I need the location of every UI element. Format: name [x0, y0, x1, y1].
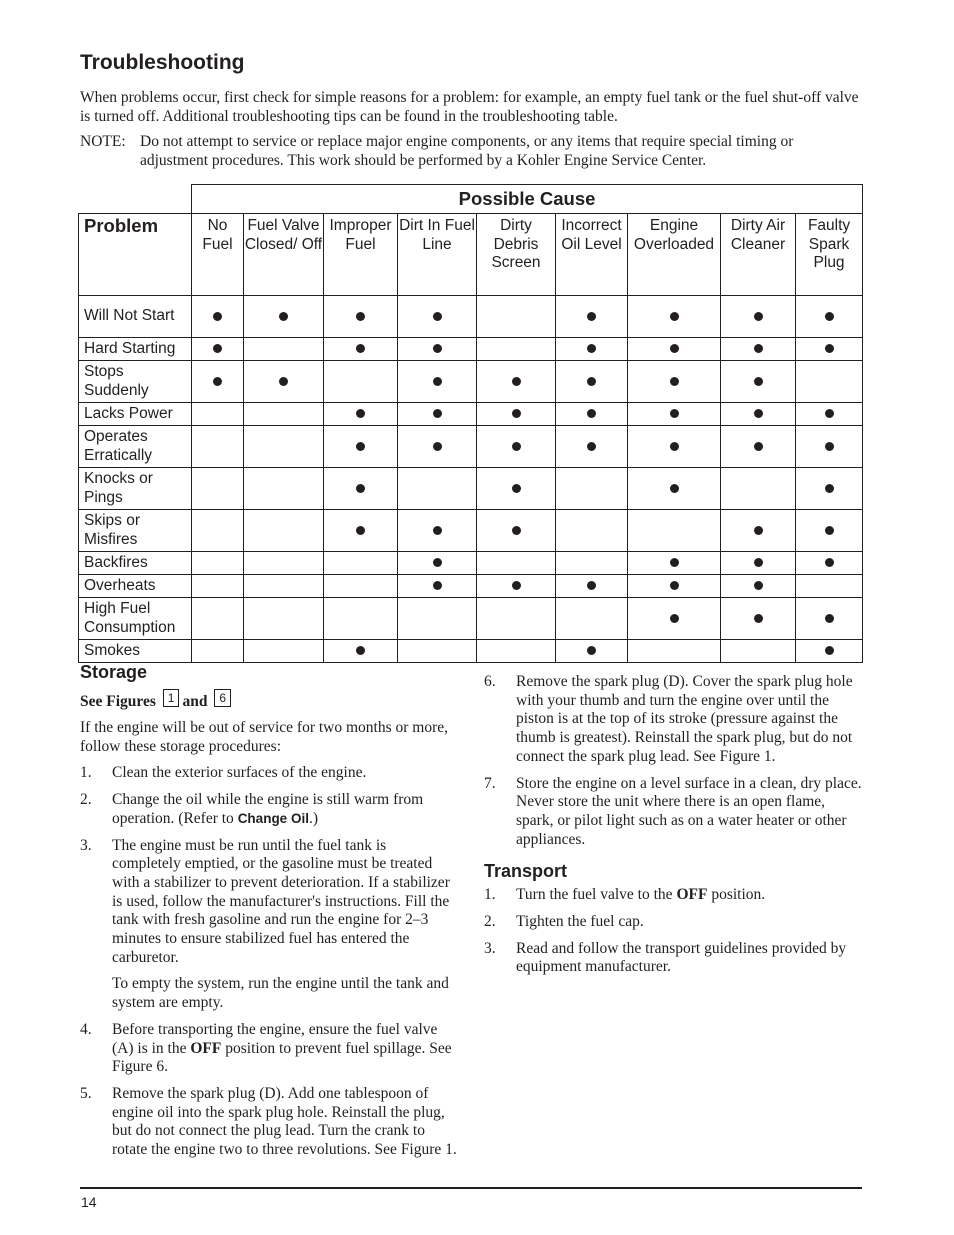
cause-cell [244, 296, 324, 338]
step-text: Remove the spark plug (D). Cover the spark plug hole with your thumb and turn the engine over until the piston is at the top of its stroke (pressure against the thumb is greatest). Reinstall the spark plug, but do not connect the spark plug lead. See Figure 1. [516, 673, 853, 765]
cause-cell [796, 403, 863, 426]
table-row [79, 640, 863, 663]
cause-cell [556, 598, 628, 640]
cause-cell [324, 426, 398, 468]
cause-cell [556, 361, 628, 403]
step-number: 7. [484, 774, 496, 792]
cause-cell [398, 510, 477, 552]
step-number: 6. [484, 673, 496, 690]
bullet-mark-icon [825, 442, 834, 451]
bullet-mark-icon [754, 409, 763, 418]
cause-cell [192, 575, 244, 598]
step-text: position to prevent fuel spillage. See Figure 6. [112, 1039, 452, 1076]
troubleshooting-table [78, 184, 863, 663]
bullet-mark-icon [433, 312, 442, 321]
list-item [484, 886, 862, 905]
list-item [484, 673, 862, 767]
cause-cell [477, 338, 556, 361]
list-item [80, 791, 458, 828]
cause-cell [398, 426, 477, 468]
step-number: 3. [484, 939, 496, 957]
bullet-mark-icon [356, 484, 365, 493]
bullet-mark-icon [670, 442, 679, 451]
see-figures [80, 689, 458, 711]
step-subtext: To empty the system, run the engine until the tank and system are empty. [112, 975, 449, 1012]
cause-cell [556, 426, 628, 468]
step-number: 1. [80, 764, 92, 782]
cause-cell [244, 575, 324, 598]
cause-cell [192, 510, 244, 552]
list-item [484, 913, 862, 932]
cause-cell [324, 552, 398, 575]
cause-cell [556, 552, 628, 575]
step-text: Change the oil while the engine is still warm from operation. (Refer to [112, 791, 424, 827]
bullet-mark-icon [512, 409, 521, 418]
cause-cell [556, 296, 628, 338]
problem-cell: Operates Erratically [79, 426, 192, 468]
bullet-mark-icon [587, 344, 596, 353]
step-text: position. [707, 886, 766, 904]
cause-cell [244, 640, 324, 663]
cause-cell [556, 403, 628, 426]
cause-cell [477, 403, 556, 426]
table-corner [79, 185, 192, 214]
cause-cell [192, 598, 244, 640]
cause-cell [398, 403, 477, 426]
bullet-mark-icon [670, 344, 679, 353]
cause-cell [192, 468, 244, 510]
step-text: Remove the spark plug (D). Add one tablespoon of engine oil into the spark plug hole. Reinstall the plug, but do not connect the plug lead. Turn the crank to rotate the engine two to three revolutions. See Figure 1. [112, 1084, 457, 1159]
problem-cell: Lacks Power [79, 403, 192, 426]
bullet-mark-icon [825, 409, 834, 418]
bullet-mark-icon [512, 581, 521, 590]
cause-cell [796, 598, 863, 640]
cause-cell [796, 338, 863, 361]
bullet-mark-icon [754, 442, 763, 451]
footer-rule [80, 1187, 862, 1189]
cause-cell [324, 468, 398, 510]
cause-cell [721, 510, 796, 552]
bullet-mark-icon [754, 526, 763, 535]
bullet-mark-icon [825, 312, 834, 321]
bullet-mark-icon [587, 377, 596, 386]
bullet-mark-icon [754, 614, 763, 623]
cause-cell [796, 510, 863, 552]
cause-cell [324, 361, 398, 403]
bullet-mark-icon [825, 526, 834, 535]
cause-cell [796, 552, 863, 575]
cause-cell [398, 338, 477, 361]
step-text: Before transporting the engine, ensure the fuel valve (A) is in the [112, 1020, 438, 1057]
bullet-mark-icon [754, 581, 763, 590]
intro-paragraph: When problems occur, first check for simple reasons for a problem: for example, an empty fuel tank or the fuel shut-off valve is turned off. Additional troubleshooting tips can be found in the troubleshooting table. [80, 89, 859, 125]
cause-cell [477, 575, 556, 598]
problem-cell: Overheats [79, 575, 192, 598]
cause-cell [721, 552, 796, 575]
cause-header: Improper Fuel [324, 214, 398, 296]
bullet-mark-icon [587, 312, 596, 321]
cause-cell [477, 510, 556, 552]
cause-cell [628, 510, 721, 552]
cause-cell [398, 552, 477, 575]
cause-cell [324, 575, 398, 598]
transport-steps [484, 886, 862, 977]
cause-header: Fuel Valve Closed/ Off [244, 214, 324, 296]
bullet-mark-icon [279, 377, 288, 386]
bullet-mark-icon [512, 442, 521, 451]
bullet-mark-icon [433, 442, 442, 451]
cause-cell [398, 296, 477, 338]
bullet-mark-icon [825, 646, 834, 655]
bullet-mark-icon [587, 581, 596, 590]
note [80, 133, 860, 170]
cause-cell [628, 575, 721, 598]
storage-heading: Storage [80, 662, 148, 682]
cause-cell [244, 510, 324, 552]
cause-cell [324, 338, 398, 361]
bullet-mark-icon [670, 581, 679, 590]
table-row [79, 338, 863, 361]
cause-header: No Fuel [192, 214, 244, 296]
cause-cell [721, 598, 796, 640]
cause-cell [244, 338, 324, 361]
cause-cell [721, 338, 796, 361]
step-text: .) [308, 809, 318, 827]
step-text: Turn the fuel valve to the [516, 886, 677, 904]
bullet-mark-icon [670, 377, 679, 386]
list-item [80, 1021, 458, 1077]
cause-cell [628, 361, 721, 403]
cause-cell [628, 552, 721, 575]
list-item [80, 837, 458, 1013]
step-number: 2. [80, 791, 92, 809]
bullet-mark-icon [512, 526, 521, 535]
bullet-mark-icon [356, 442, 365, 451]
cause-cell [192, 338, 244, 361]
cause-cell [477, 640, 556, 663]
cause-cell [398, 598, 477, 640]
cause-cell [244, 403, 324, 426]
problem-cell: Smokes [79, 640, 192, 663]
bullet-mark-icon [587, 442, 596, 451]
table-row [79, 510, 863, 552]
step-number: 3. [80, 836, 92, 854]
cause-cell [796, 468, 863, 510]
problem-cell: Hard Starting [79, 338, 192, 361]
cause-cell [398, 468, 477, 510]
cause-header: Dirty Air Cleaner [721, 214, 796, 296]
bullet-mark-icon [670, 484, 679, 493]
table-row [79, 575, 863, 598]
cause-cell [796, 640, 863, 663]
bullet-mark-icon [587, 646, 596, 655]
bullet-mark-icon [754, 344, 763, 353]
cause-cell [324, 403, 398, 426]
cause-cell [192, 296, 244, 338]
storage-intro: If the engine will be out of service for two months or more, follow these storage procedures: [80, 719, 449, 755]
cause-cell [628, 640, 721, 663]
bullet-mark-icon [670, 409, 679, 418]
list-item [484, 940, 862, 977]
bullet-mark-icon [433, 377, 442, 386]
cause-cell [244, 468, 324, 510]
bullet-mark-icon [433, 581, 442, 590]
cause-cell [721, 361, 796, 403]
transport-heading: Transport [484, 861, 568, 882]
step-text: Clean the exterior surfaces of the engine. [112, 764, 367, 782]
bullet-mark-icon [213, 344, 222, 353]
problem-header: Problem [79, 214, 192, 296]
cause-cell [721, 296, 796, 338]
cause-cell [556, 510, 628, 552]
cause-cell [477, 552, 556, 575]
step-text: The engine must be run until the fuel tank is completely emptied, or the gasoline must be treated with a stabilizer to prevent deterioration. If a stabilizer is used, follow the manufacturer's instructions. Fill the tank with fresh gasoline and run the engine for 2–3 minutes to ensure stabilized fuel has entered the carburetor. [112, 836, 450, 966]
problem-cell: Knocks or Pings [79, 468, 192, 510]
table-row [79, 552, 863, 575]
possible-cause-header: Possible Cause [192, 185, 863, 214]
problem-cell: Stops Suddenly [79, 361, 192, 403]
cause-cell [192, 361, 244, 403]
step-number: 2. [484, 913, 496, 931]
storage-section [80, 662, 458, 1168]
table-row [79, 468, 863, 510]
bullet-mark-icon [356, 526, 365, 535]
bullet-mark-icon [433, 558, 442, 567]
cause-cell [721, 575, 796, 598]
cause-cell [721, 468, 796, 510]
problem-cell: High Fuel Consumption [79, 598, 192, 640]
cause-cell [398, 640, 477, 663]
bullet-mark-icon [356, 344, 365, 353]
cause-cell [628, 338, 721, 361]
cause-cell [192, 426, 244, 468]
bullet-mark-icon [213, 312, 222, 321]
cause-header: Dirt In Fuel Line [398, 214, 477, 296]
cause-cell [324, 598, 398, 640]
step-text: Read and follow the transport guidelines provided by equipment manufacturer. [516, 939, 847, 976]
cause-cell [192, 640, 244, 663]
bullet-mark-icon [825, 484, 834, 493]
cause-cell [477, 468, 556, 510]
see-figures-and: and [182, 693, 208, 710]
cause-cell [398, 575, 477, 598]
cause-cell [721, 403, 796, 426]
figure-ref-6[interactable]: 6 [214, 689, 231, 707]
cause-cell [244, 598, 324, 640]
note-text: Do not attempt to service or replace major engine components, or any items that require special timing or adjustment procedures. This work should be performed by a Kohler Engine Service Center. [140, 133, 794, 169]
bullet-mark-icon [433, 526, 442, 535]
cause-cell [556, 640, 628, 663]
problem-cell: Skips or Misfires [79, 510, 192, 552]
table-row [79, 403, 863, 426]
bullet-mark-icon [433, 344, 442, 353]
problem-cell: Will Not Start [79, 296, 192, 338]
note-label: NOTE: [80, 133, 126, 150]
step-text: Store the engine on a level surface in a clean, dry place. Never store the unit where there is an open flame, spark, or pilot light such as on a water heater or other appliances. [516, 774, 862, 848]
cause-cell [796, 426, 863, 468]
cause-cell [628, 598, 721, 640]
list-item [80, 1085, 458, 1160]
bullet-mark-icon [670, 312, 679, 321]
bullet-mark-icon [754, 558, 763, 567]
storage-steps-continued [484, 673, 862, 849]
cause-cell [324, 296, 398, 338]
bullet-mark-icon [356, 312, 365, 321]
change-oil-link[interactable]: Change Oil [237, 810, 309, 826]
cause-cell [192, 552, 244, 575]
cause-cell [477, 426, 556, 468]
bullet-mark-icon [356, 409, 365, 418]
cause-cell [721, 640, 796, 663]
table-row [79, 598, 863, 640]
cause-cell [796, 575, 863, 598]
cause-cell [477, 361, 556, 403]
off-label: OFF [676, 886, 708, 904]
cause-header: Faulty Spark Plug [796, 214, 863, 296]
cause-cell [556, 575, 628, 598]
step-text: Tighten the fuel cap. [516, 913, 644, 931]
figure-ref-1[interactable]: 1 [163, 689, 180, 707]
off-label: OFF [190, 1039, 222, 1057]
cause-cell [628, 468, 721, 510]
bullet-mark-icon [754, 377, 763, 386]
bullet-mark-icon [754, 312, 763, 321]
right-column [484, 673, 862, 985]
cause-cell [477, 296, 556, 338]
table-row [79, 426, 863, 468]
cause-cell [244, 426, 324, 468]
cause-cell [324, 640, 398, 663]
problem-cell: Backfires [79, 552, 192, 575]
cause-cell [192, 403, 244, 426]
table-body [79, 296, 863, 663]
cause-cell [721, 426, 796, 468]
list-item [484, 775, 862, 850]
step-number: 4. [80, 1020, 92, 1038]
cause-cell [244, 361, 324, 403]
cause-cell [477, 598, 556, 640]
cause-cell [244, 552, 324, 575]
cause-cell [628, 403, 721, 426]
table-row [79, 296, 863, 338]
cause-cell [628, 426, 721, 468]
table-row [79, 361, 863, 403]
bullet-mark-icon [213, 377, 222, 386]
storage-steps [80, 764, 458, 1159]
cause-header: Dirty Debris Screen [477, 214, 556, 296]
cause-cell [796, 361, 863, 403]
bullet-mark-icon [512, 377, 521, 386]
bullet-mark-icon [825, 344, 834, 353]
bullet-mark-icon [825, 558, 834, 567]
step-number: 5. [80, 1084, 92, 1102]
cause-cell [628, 296, 721, 338]
see-figures-label: See Figures [80, 693, 156, 710]
bullet-mark-icon [433, 409, 442, 418]
bullet-mark-icon [825, 614, 834, 623]
page-title: Troubleshooting [80, 51, 245, 74]
step-number: 1. [484, 886, 496, 904]
cause-cell [398, 361, 477, 403]
cause-cell [556, 468, 628, 510]
bullet-mark-icon [356, 646, 365, 655]
list-item [80, 764, 458, 783]
bullet-mark-icon [670, 558, 679, 567]
cause-header: Engine Overloaded [628, 214, 721, 296]
cause-cell [556, 338, 628, 361]
page-number: 14 [81, 1194, 97, 1210]
cause-header: Incorrect Oil Level [556, 214, 628, 296]
cause-cell [796, 296, 863, 338]
bullet-mark-icon [279, 312, 288, 321]
cause-cell [324, 510, 398, 552]
bullet-mark-icon [670, 614, 679, 623]
bullet-mark-icon [587, 409, 596, 418]
bullet-mark-icon [512, 484, 521, 493]
